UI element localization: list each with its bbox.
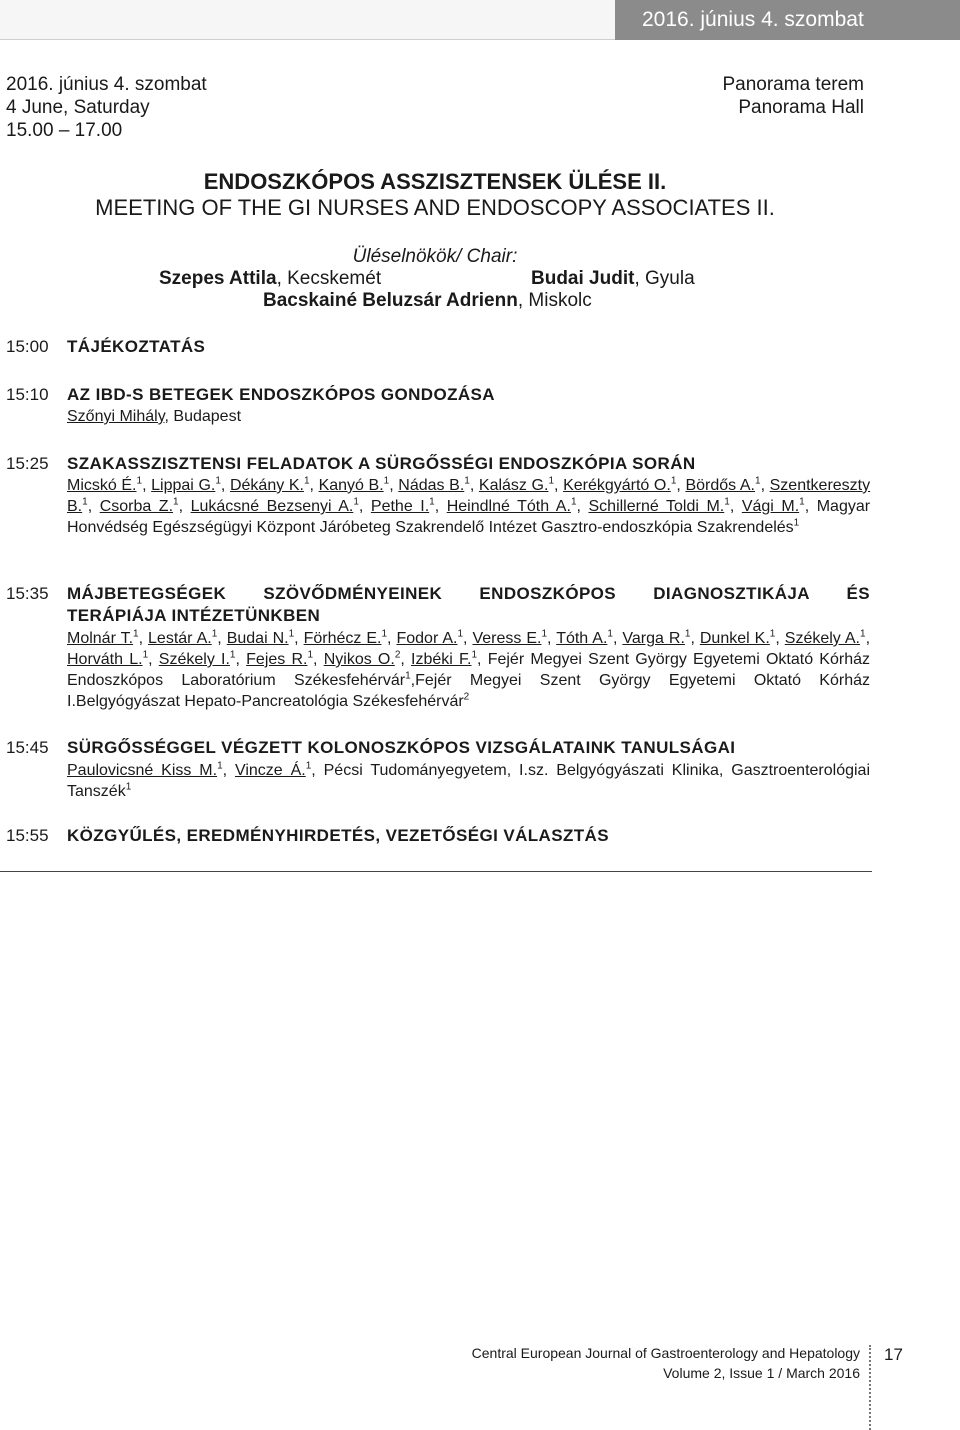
program-title: SÜRGŐSSÉGGEL VÉGZETT KOLONOSZKÓPOS VIZSGÁLATAINK TANULSÁGAI [67, 738, 736, 757]
superscript: 1 [429, 496, 435, 508]
superscript: 1 [133, 628, 139, 640]
chair-1 [159, 268, 381, 290]
program-time: 15:55 [6, 826, 49, 845]
superscript: 1 [173, 496, 179, 508]
author: Horváth L. [67, 651, 143, 668]
superscript: 1 [305, 760, 312, 772]
author: Fodor A. [396, 630, 458, 647]
superscript: 1 [860, 628, 866, 640]
author: Dékány K. [229, 477, 304, 494]
superscript: 2 [463, 691, 470, 703]
session-date-en: 4 June, Saturday [6, 97, 150, 118]
program-title: SZAKASSZISZTENSI FELADATOK A SÜRGŐSSÉGI ENDOSZKÓPIA SORÁN [67, 454, 696, 473]
chair-place: , Gyula [634, 268, 695, 289]
affiliation: Pécsi Tudományegyetem, I.sz. Belgyógyászati Klinika, Gasztroenterológiai Tanszék [67, 762, 871, 800]
author: Kalász G. [478, 477, 549, 494]
author: Lukácsné Bezsenyi A. [190, 498, 354, 515]
superscript: 2 [394, 649, 401, 661]
program-authors [67, 406, 870, 427]
chair-name: Szepes Attila [159, 268, 277, 289]
room-en: Panorama Hall [738, 97, 864, 118]
author: Budai N. [226, 630, 289, 647]
author: Veress E. [472, 630, 542, 647]
superscript: 1 [548, 475, 554, 487]
author: Izbéki F. [411, 651, 472, 668]
session-date-hu: 2016. június 4. szombat [6, 74, 207, 95]
author: Székely A. [784, 630, 860, 647]
chair-place: , Miskolc [517, 290, 592, 311]
author: Fejes R. [246, 651, 308, 668]
program-title-cont: TERÁPIÁJA INTÉZETÜNKBEN [67, 606, 321, 625]
author: Molnár T. [67, 630, 134, 647]
chair-label: Üléselnökök/ Chair: [352, 246, 518, 267]
affiliation: Fejér Megyei Szent György Egyetemi Oktató Kórház Endoszkópos Laboratórium Székesfehérvár [67, 651, 871, 689]
superscript: 1 [288, 628, 295, 640]
program-authors: Paulovicsné Kiss M.$^1$, Vincze Á.$^1$, Pécsi Tudományegyetem, I.sz. Belgyógyászati Klinika, Gasztroenterológiai Tanszék$^1$ [67, 760, 871, 800]
session-title-hu: ENDOSZKÓPOS ASSZISZTENSEK ÜLÉSE II. [203, 169, 667, 194]
program-time: 15:45 [6, 738, 49, 757]
chair-3 [263, 290, 592, 312]
author: Dunkel K. [699, 630, 770, 647]
program-time: 15:25 [6, 454, 49, 473]
author: Heindlné Tóth A. [446, 498, 571, 515]
chair-2 [531, 268, 695, 290]
superscript: 1 [82, 496, 88, 508]
superscript: 1 [215, 475, 221, 487]
program-time: 15:00 [6, 337, 49, 356]
program-authors: Molnár T.$^1$, Lestár A.$^1$, Budai N.$^1$, Förhécz E.$^1$, Fodor A.$^1$, Veress E.$^1$, Tóth A.$^1$, Varga R.$^1$, Dunkel K.$^1$, Székely A.$^1$, Horváth L.$^1$, Székely I.$^1$, Fejes R.$^1$, Nyikos O.$^2$, Izbéki F.$^1$, Fejér Megyei Szent György Egyetemi Oktató Kórház Endoszkópos Laboratórium Székesfehérvár$^1$,Fejér Megyei Szent György Egyetemi Oktató Kórház I.Belgyógyászat Hepato-Pancreatológia Székesfehérvár$^2$ [67, 628, 871, 710]
superscript: 1 [755, 475, 761, 487]
author: Kanyó B. [318, 477, 384, 494]
author: Székely I. [158, 651, 230, 668]
author: Nyikos O. [323, 651, 395, 668]
superscript: 1 [211, 628, 218, 640]
author: Paulovicsné Kiss M. [67, 762, 218, 779]
affiliation: , Budapest [164, 408, 242, 425]
superscript: 1 [303, 475, 310, 487]
superscript: 1 [353, 496, 359, 508]
footer-dotted-divider [869, 1345, 871, 1430]
superscript: 1 [142, 649, 149, 661]
superscript: 1 [381, 628, 388, 640]
session-time: 15.00 – 17.00 [6, 120, 123, 141]
program-title: KÖZGYŰLÉS, EREDMÉNYHIRDETÉS, VEZETŐSÉGI VÁLASZTÁS [67, 826, 609, 845]
superscript: 1 [793, 517, 800, 529]
superscript: 1 [229, 649, 236, 661]
header-divider [0, 39, 615, 40]
program-title: TÁJÉKOZTATÁS [67, 337, 206, 356]
session-title-en: MEETING OF THE GI NURSES AND ENDOSCOPY ASSOCIATES II. [95, 195, 775, 220]
superscript: 1 [383, 475, 390, 487]
author: Lippai G. [151, 477, 216, 494]
author: Bördős A. [685, 477, 755, 494]
author: Tóth A. [556, 630, 608, 647]
superscript: 1 [136, 475, 143, 487]
author: Schillerné Toldi M. [588, 498, 725, 515]
superscript: 1 [464, 475, 470, 487]
affiliation: Fejér Megyei Szent György Egyetemi Oktató Kórház I.Belgyógyászat Hepato-Pancreatológia Székesfehérvár [67, 672, 870, 710]
superscript: 1 [457, 628, 464, 640]
room-hu: Panorama terem [722, 74, 864, 95]
superscript: 1 [125, 781, 132, 793]
program-time: 15:10 [6, 385, 49, 404]
program-authors: Micskó É.$^1$, Lippai G.$^1$, Dékány K.$^1$, Kanyó B.$^1$, Nádas B.$^1$, Kalász G.$^1$, Kerékgyártó O.$^1$, Bördős A.$^1$, Szentkereszty B.$^1$, Csorba Z.$^1$, Lukácsné Bezsenyi A.$^1$, Pethe I.$^1$, Heindlné Tóth A.$^1$, Schillerné Toldi M.$^1$, Vági M.$^1$, Magyar Honvédség Egészségügyi Központ Járóbeteg Szakrendelő Intézet Gasztro-endoszkópia Szakrendelés$^1$ [67, 475, 871, 536]
author: Vincze Á. [234, 762, 306, 779]
author: Csorba Z. [99, 498, 174, 515]
author: Vági M. [741, 498, 800, 515]
chair-name: Budai Judit [531, 268, 635, 289]
author: Lestár A. [148, 630, 212, 647]
program-title: MÁJBETEGSÉGEK SZÖVŐDMÉNYEINEK ENDOSZKÓPOS DIAGNOSZTIKÁJA ÉS [67, 584, 870, 603]
author: Nádas B. [398, 477, 465, 494]
superscript: 1 [684, 628, 691, 640]
journal-name: Central European Journal of Gastroenterology and Hepatology [471, 1345, 860, 1361]
author: Kerékgyártó O. [563, 477, 671, 494]
program-title: AZ IBD-S BETEGEK ENDOSZKÓPOS GONDOZÁSA [67, 385, 495, 404]
program-time: 15:35 [6, 584, 49, 603]
superscript: 1 [670, 475, 677, 487]
superscript: 1 [541, 628, 548, 640]
superscript: 1 [217, 760, 223, 772]
affiliation: Magyar Honvédség Egészségügyi Központ Járóbeteg Szakrendelő Intézet Gasztro-endoszkópia Szakrendelés [67, 498, 871, 536]
author: Pethe I. [370, 498, 430, 515]
superscript: 1 [471, 649, 478, 661]
superscript: 1 [799, 496, 805, 508]
superscript: 1 [769, 628, 776, 640]
author: Varga R. [622, 630, 685, 647]
journal-issue: Volume 2, Issue 1 / March 2016 [663, 1365, 860, 1381]
author: Szőnyi Mihály [67, 408, 165, 425]
superscript: 1 [307, 649, 314, 661]
author: Micskó É. [67, 477, 137, 494]
page-number: 17 [884, 1345, 903, 1364]
superscript: 1 [405, 670, 411, 682]
superscript: 1 [607, 628, 613, 640]
superscript: 1 [570, 496, 577, 508]
author: Szentkereszty B. [67, 477, 871, 515]
section-end-rule [0, 871, 872, 872]
date-tab: 2016. június 4. szombat [615, 0, 960, 40]
author: Förhécz E. [303, 630, 382, 647]
chair-place: , Kecskemét [276, 268, 382, 289]
chair-name: Bacskainé Beluzsár Adrienn [263, 290, 518, 311]
superscript: 1 [724, 496, 730, 508]
